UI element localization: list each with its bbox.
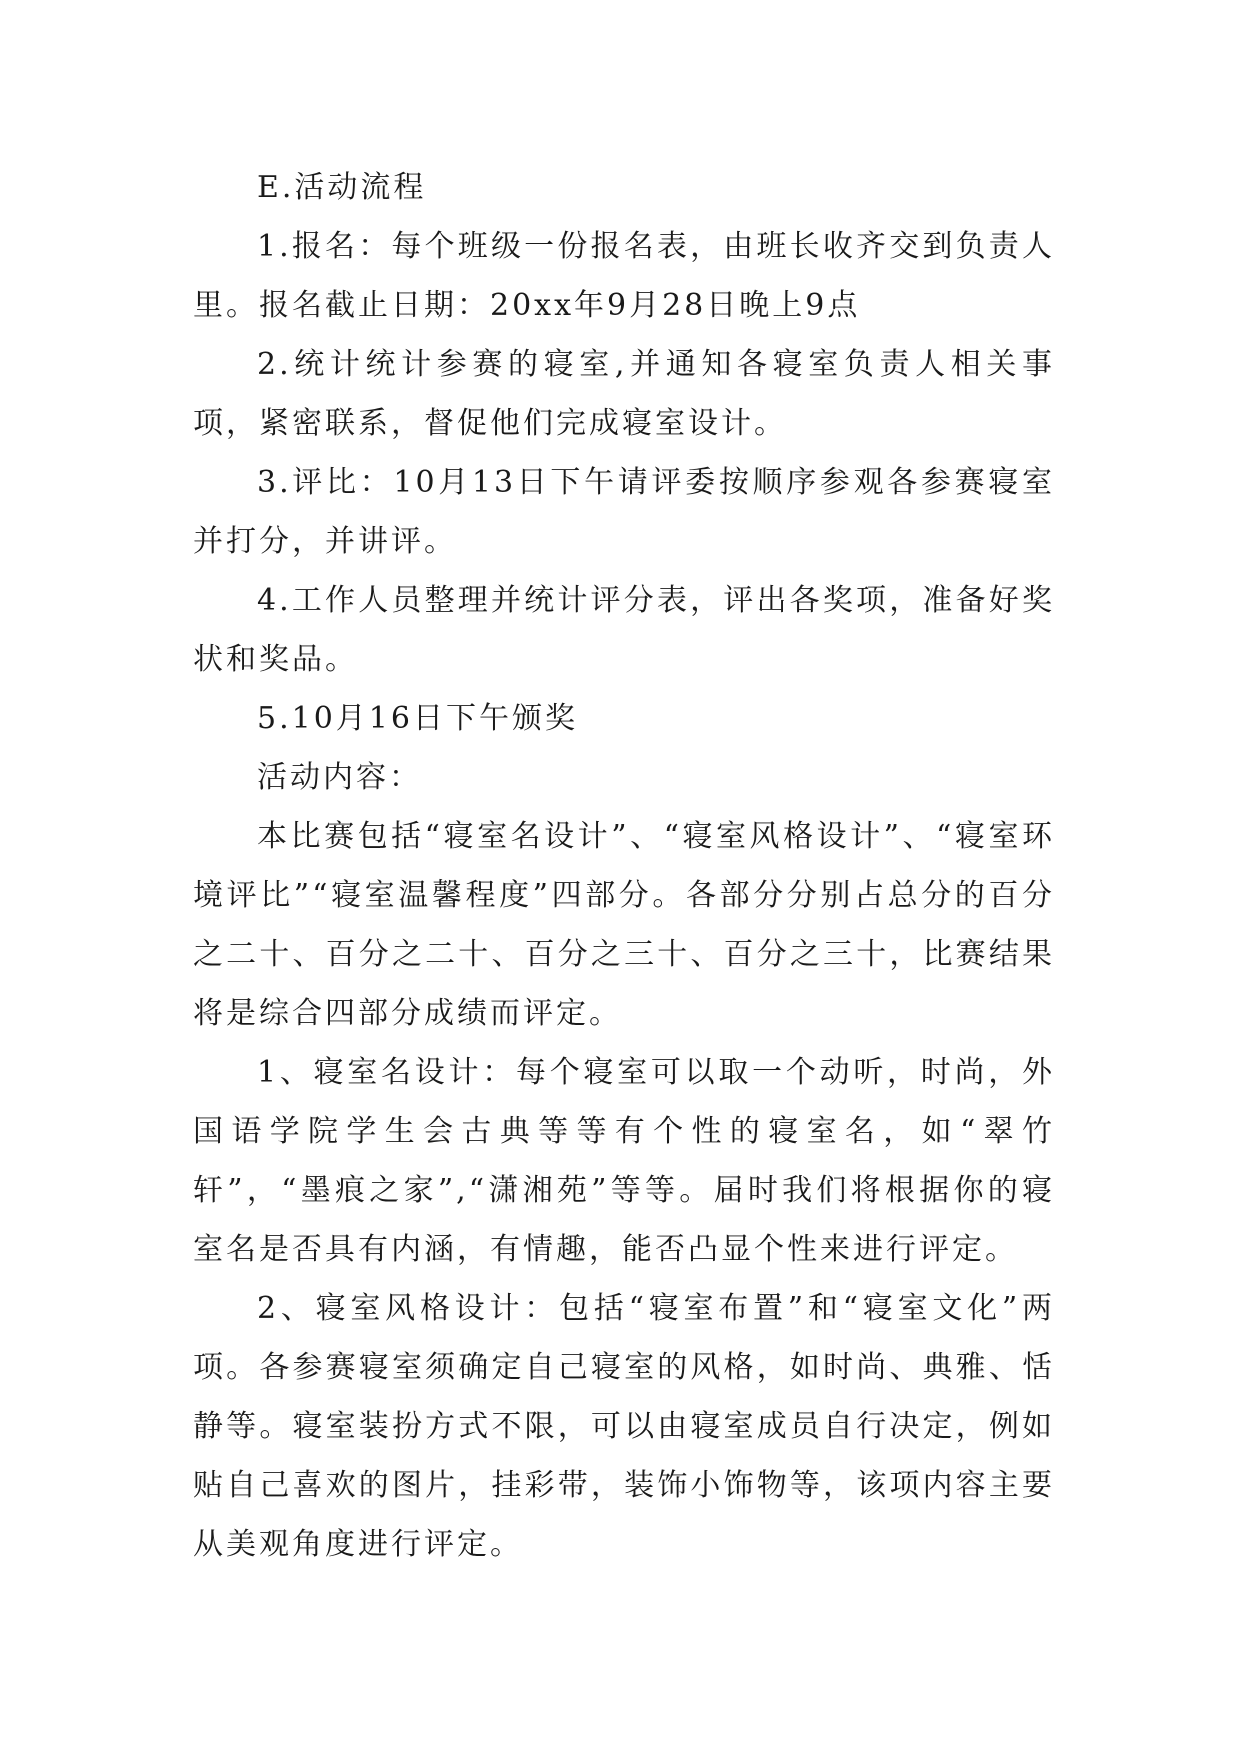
document-body <box>193 158 1055 1574</box>
paragraph-dorm-name-design: 1、寝室名设计：每个寝室可以取一个动听，时尚，外国语学院学生会古典等等有个性的寝室名，如“翠竹轩”，“墨痕之家”,“潇湘苑”等等。届时我们将根据你的寝室名是否具有内涵，有情趣，能否凸显个性来进行评定。 <box>193 1055 1055 1267</box>
paragraph-dorm-style-design: 2、寝室风格设计：包括“寝室布置”和“寝室文化”两项。各参赛寝室须确定自己寝室的风格，如时尚、典雅、恬静等。寝室装扮方式不限，可以由寝室成员自行决定，例如贴自己喜欢的图片，挂彩带，装饰小饰物等，该项内容主要从美观角度进行评定。 <box>193 1291 1055 1562</box>
paragraph-statistics: 2.统计统计参赛的寝室,并通知各寝室负责人相关事项，紧密联系，督促他们完成寝室设计。 <box>193 347 1055 441</box>
paragraph-competition-overview: 本比赛包括“寝室名设计”、“寝室风格设计”、“寝室环境评比”“寝室温馨程度”四部分。各部分分别占总分的百分之二十、百分之二十、百分之三十、百分之三十，比赛结果将是综合四部分成绩而评定。 <box>193 819 1055 1031</box>
section-heading: E.活动流程 <box>257 170 427 205</box>
paragraph-awards: 5.10月16日下午颁奖 <box>257 701 578 736</box>
paragraph-judging: 3.评比：10月13日下午请评委按顺序参观各参赛寝室并打分，并讲评。 <box>193 465 1055 559</box>
paragraph-scoring: 4.工作人员整理并统计评分表，评出各奖项，准备好奖状和奖品。 <box>193 583 1055 677</box>
paragraph-registration: 1.报名：每个班级一份报名表，由班长收齐交到负责人里。报名截止日期：20xx年9月28日晚上9点 <box>193 229 1055 323</box>
paragraph-content-heading: 活动内容： <box>257 760 422 795</box>
